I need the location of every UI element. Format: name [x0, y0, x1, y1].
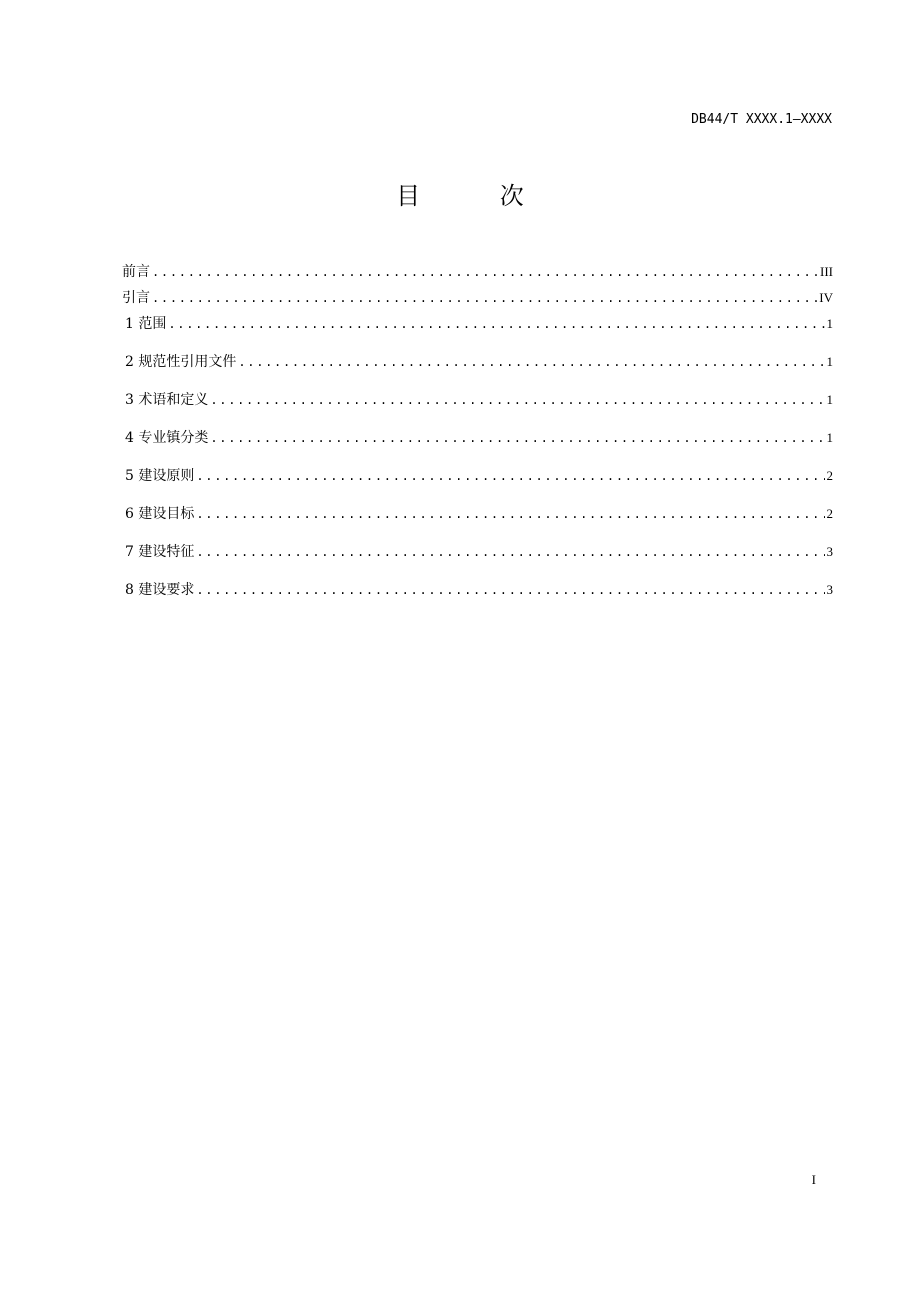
- toc-entry-objectives[interactable]: [122, 504, 833, 524]
- toc-entry-label: 6 建设目标: [125, 506, 195, 522]
- toc-entry-principles[interactable]: [122, 466, 833, 486]
- toc-entry-page: 1: [826, 354, 833, 369]
- toc-entry-introduction[interactable]: [122, 288, 833, 308]
- toc-entry-characteristics[interactable]: [122, 542, 833, 562]
- toc-entry-page: 2: [826, 506, 833, 521]
- toc-dot-leader: [152, 262, 818, 282]
- toc-entry-label: 3 术语和定义: [125, 392, 209, 408]
- toc-dot-leader: [196, 466, 824, 486]
- table-of-contents: [122, 262, 833, 600]
- toc-entry-scope[interactable]: [122, 314, 833, 334]
- toc-entry-page: 2: [826, 468, 833, 483]
- toc-entry-label: 1 范围: [125, 316, 167, 332]
- page-number: I: [811, 1172, 816, 1187]
- toc-entry-label: 引言: [122, 290, 150, 306]
- toc-entry-label: 7 建设特征: [125, 544, 195, 560]
- toc-entry-page: III: [820, 264, 833, 279]
- toc-entry-page: 1: [826, 392, 833, 407]
- toc-entry-requirements[interactable]: [122, 580, 833, 600]
- toc-dot-leader: [196, 542, 824, 562]
- toc-entry-page: IV: [819, 290, 833, 305]
- toc-dot-leader: [168, 314, 824, 334]
- toc-dot-leader: [210, 390, 824, 410]
- toc-dot-leader: [152, 288, 817, 308]
- toc-entry-classification[interactable]: [122, 428, 833, 448]
- toc-entry-label: 8 建设要求: [125, 582, 195, 598]
- toc-entry-page: 1: [826, 430, 833, 445]
- toc-dot-leader: [238, 352, 824, 372]
- toc-entry-page: 3: [826, 544, 833, 559]
- toc-dot-leader: [196, 580, 824, 600]
- document-code: DB44/T XXXX.1—XXXX: [691, 112, 832, 127]
- toc-dot-leader: [210, 428, 824, 448]
- toc-entry-terms-definitions[interactable]: [122, 390, 833, 410]
- toc-entry-page: 3: [826, 582, 833, 597]
- toc-title: 目 次: [396, 182, 560, 210]
- toc-entry-label: 5 建设原则: [125, 468, 195, 484]
- toc-entry-preface[interactable]: [122, 262, 833, 282]
- toc-dot-leader: [196, 504, 824, 524]
- toc-entry-label: 前言: [122, 264, 150, 280]
- toc-entry-normative-references[interactable]: [122, 352, 833, 372]
- toc-entry-label: 2 规范性引用文件: [125, 354, 237, 370]
- toc-entry-page: 1: [826, 316, 833, 331]
- toc-entry-label: 4 专业镇分类: [125, 430, 209, 446]
